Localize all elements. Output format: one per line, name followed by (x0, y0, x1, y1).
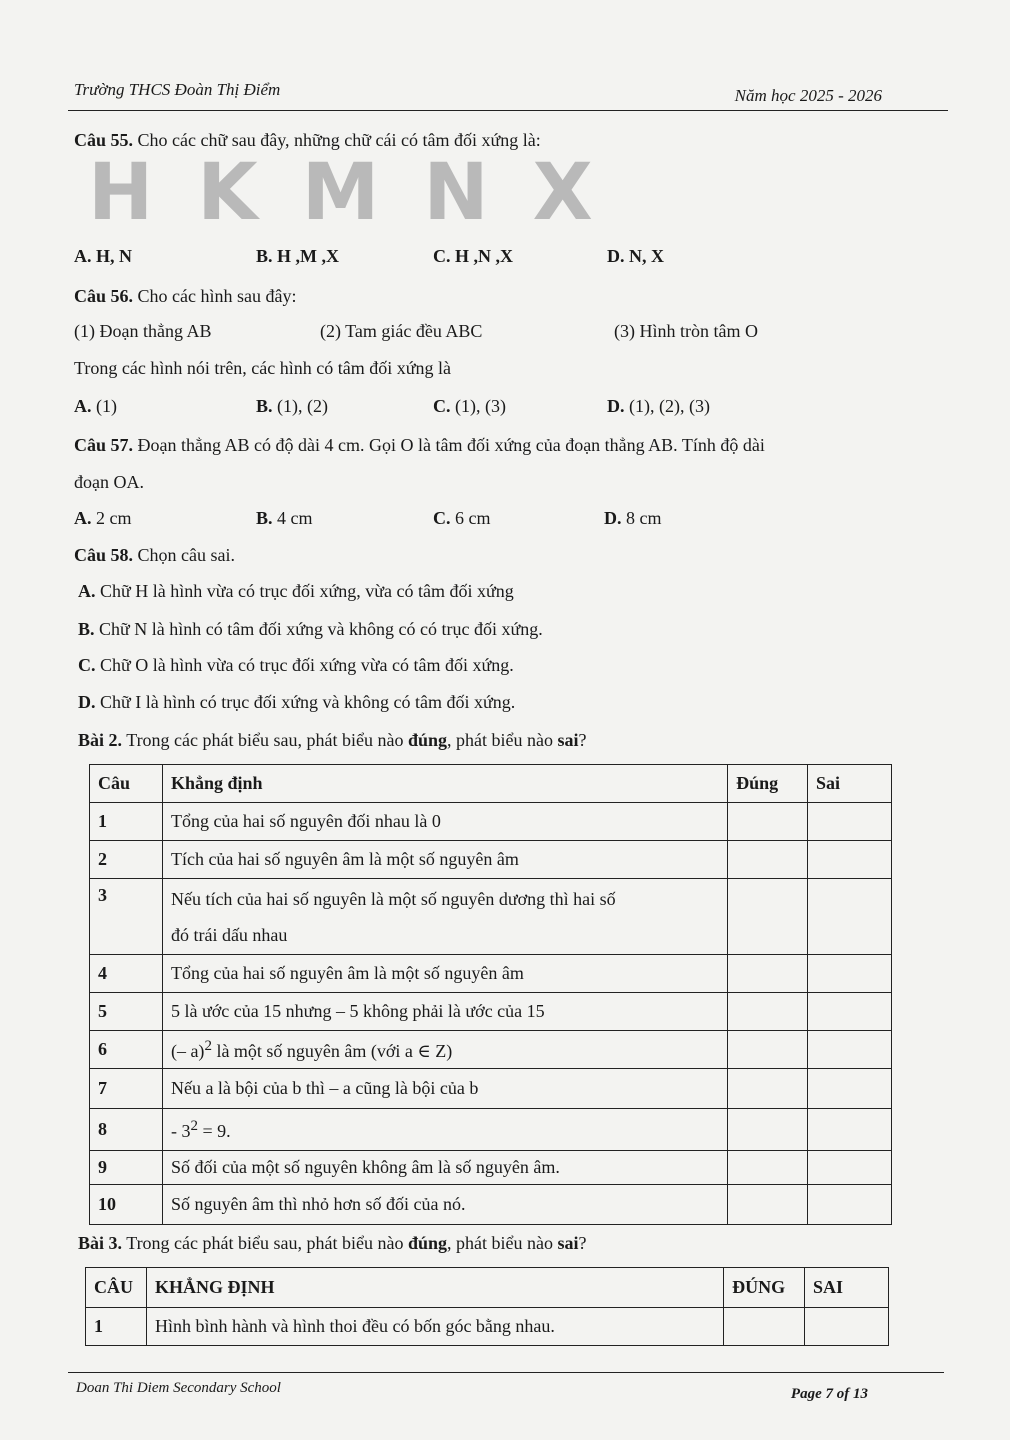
table-row: 2 Tích của hai số nguyên âm là một số nguyên âm (90, 841, 892, 879)
option-d: D. N, X (607, 246, 664, 266)
question-text: Cho các chữ sau đây, những chữ cái có tâm đối xứng là: (137, 130, 541, 150)
header-sai: SAI (805, 1268, 889, 1308)
question-label: Câu 56. (74, 286, 134, 306)
table-row: 5 5 là ước của 15 nhưng – 5 không phải là ước của 15 (90, 993, 892, 1031)
table-row: 10 Số nguyên âm thì nhỏ hơn số đối của nó. (90, 1185, 892, 1225)
answer-false-cell[interactable] (808, 1031, 892, 1069)
table-row: 4 Tổng của hai số nguyên âm là một số nguyên âm (90, 955, 892, 993)
figure-item-3: (3) Hình tròn tâm O (614, 321, 758, 341)
answer-true-cell[interactable] (728, 841, 808, 879)
answer-false-cell[interactable] (808, 1151, 892, 1185)
option-b: B. H ,M ,X (256, 246, 340, 266)
option-a: A. Chữ H là hình vừa có trục đối xứng, vừa có tâm đối xứng (78, 581, 514, 601)
table-row: 6 (– a)$^2$ là một số nguyên âm (với a ∈ Z) (90, 1031, 892, 1069)
option-c: C. Chữ O là hình vừa có trục đối xứng vừa có tâm đối xứng. (78, 655, 514, 675)
letter-n: N (423, 148, 489, 238)
exercise-2-heading: Bài 2. Trong các phát biểu sau, phát biểu nào đúng, phát biểu nào sai? (78, 730, 587, 750)
question-56 (74, 286, 296, 307)
answer-true-cell[interactable] (728, 1031, 808, 1069)
answer-true-cell[interactable] (728, 1069, 808, 1109)
letter-m: M (301, 148, 380, 238)
question-label: Câu 58. (74, 545, 134, 565)
footer-rule (68, 1372, 944, 1373)
question-text: Chọn câu sai. (137, 545, 235, 565)
table-row: 7 Nếu a là bội của b thì – a cũng là bội của b (90, 1069, 892, 1109)
table-row: 3 Nếu tích của hai số nguyên là một số nguyên dương thì hai số đó trái dấu nhau (90, 879, 892, 955)
answer-false-cell[interactable] (808, 1109, 892, 1151)
answer-true-cell[interactable] (728, 1151, 808, 1185)
header-khang-dinh: Khẳng định (162, 765, 727, 803)
table-header-row (90, 765, 892, 803)
true-false-table-2 (89, 764, 892, 1225)
exercise-3-heading: Bài 3. Trong các phát biểu sau, phát biểu nào đúng, phát biểu nào sai? (78, 1233, 587, 1253)
header-khang-dinh: KHẲNG ĐỊNH (146, 1268, 723, 1308)
option-a: A. 2 cm (74, 508, 132, 528)
footer-school: Doan Thi Diem Secondary School (76, 1380, 281, 1396)
figure-item-1: (1) Đoạn thẳng AB (74, 321, 212, 341)
question-text-cont: đoạn OA. (74, 472, 144, 492)
option-c: C. (1), (3) (433, 396, 506, 416)
answer-true-cell[interactable] (728, 803, 808, 841)
header-cau: Câu (90, 765, 163, 803)
answer-false-cell[interactable] (808, 993, 892, 1031)
header-sai: Sai (808, 765, 892, 803)
option-c: C. H ,N ,X (433, 246, 513, 266)
table-row: 1 Hình bình hành và hình thoi đều có bốn góc bằng nhau. (86, 1308, 889, 1346)
header-cau: CÂU (86, 1268, 147, 1308)
option-d: D. Chữ I là hình có trục đối xứng và không có tâm đối xứng. (78, 692, 516, 712)
answer-false-cell[interactable] (808, 841, 892, 879)
table-row: 8 - $3^2 = 9$. (90, 1109, 892, 1151)
answer-false-cell[interactable] (805, 1308, 889, 1346)
header-dung: ĐÚNG (724, 1268, 805, 1308)
page-number: Page 7 of 13 (790, 1386, 868, 1402)
option-d: D. (1), (2), (3) (607, 396, 710, 416)
true-false-table-3 (85, 1267, 889, 1346)
answer-false-cell[interactable] (808, 1069, 892, 1109)
question-prompt: Trong các hình nói trên, các hình có tâm đối xứng là (74, 358, 452, 378)
option-a: A. H, N (74, 246, 132, 266)
question-57 (74, 435, 765, 456)
question-label: Câu 55. (74, 130, 134, 150)
option-b: B. 4 cm (256, 508, 313, 528)
question-label: Câu 57. (74, 435, 134, 455)
answer-true-cell[interactable] (728, 993, 808, 1031)
letter-h: H (88, 148, 154, 238)
question-58 (74, 545, 235, 566)
page-header (74, 78, 934, 108)
option-d: D. 8 cm (604, 508, 662, 528)
answer-true-cell[interactable] (728, 1185, 808, 1225)
header-school: Trường THCS Đoàn Thị Điểm (74, 80, 281, 99)
answer-true-cell[interactable] (728, 879, 808, 955)
header-rule (68, 110, 948, 111)
option-c: C. 6 cm (433, 508, 491, 528)
letters-figure (88, 148, 637, 238)
question-text: Cho các hình sau đây: (137, 286, 297, 306)
question-text: Đoạn thẳng AB có độ dài 4 cm. Gọi O là tâm đối xứng của đoạn thẳng AB. Tính độ dài (137, 435, 765, 455)
header-year: Năm học 2025 - 2026 (734, 86, 882, 105)
table-row: 9 Số đối của một số nguyên không âm là số nguyên âm. (90, 1151, 892, 1185)
option-b: B. (1), (2) (256, 396, 328, 416)
answer-true-cell[interactable] (728, 1109, 808, 1151)
answer-false-cell[interactable] (808, 955, 892, 993)
option-b: B. Chữ N là hình có tâm đối xứng và không có có trục đối xứng. (78, 619, 543, 639)
answer-true-cell[interactable] (724, 1308, 805, 1346)
answer-false-cell[interactable] (808, 803, 892, 841)
letter-x: X (532, 148, 593, 238)
option-a: A. (1) (74, 396, 117, 416)
header-dung: Đúng (728, 765, 808, 803)
answer-false-cell[interactable] (808, 1185, 892, 1225)
letter-k: K (197, 148, 258, 238)
table-header-row (86, 1268, 889, 1308)
table-row: 1 Tổng của hai số nguyên đối nhau là 0 (90, 803, 892, 841)
answer-true-cell[interactable] (728, 955, 808, 993)
figure-item-2: (2) Tam giác đều ABC (320, 321, 483, 341)
answer-false-cell[interactable] (808, 879, 892, 955)
